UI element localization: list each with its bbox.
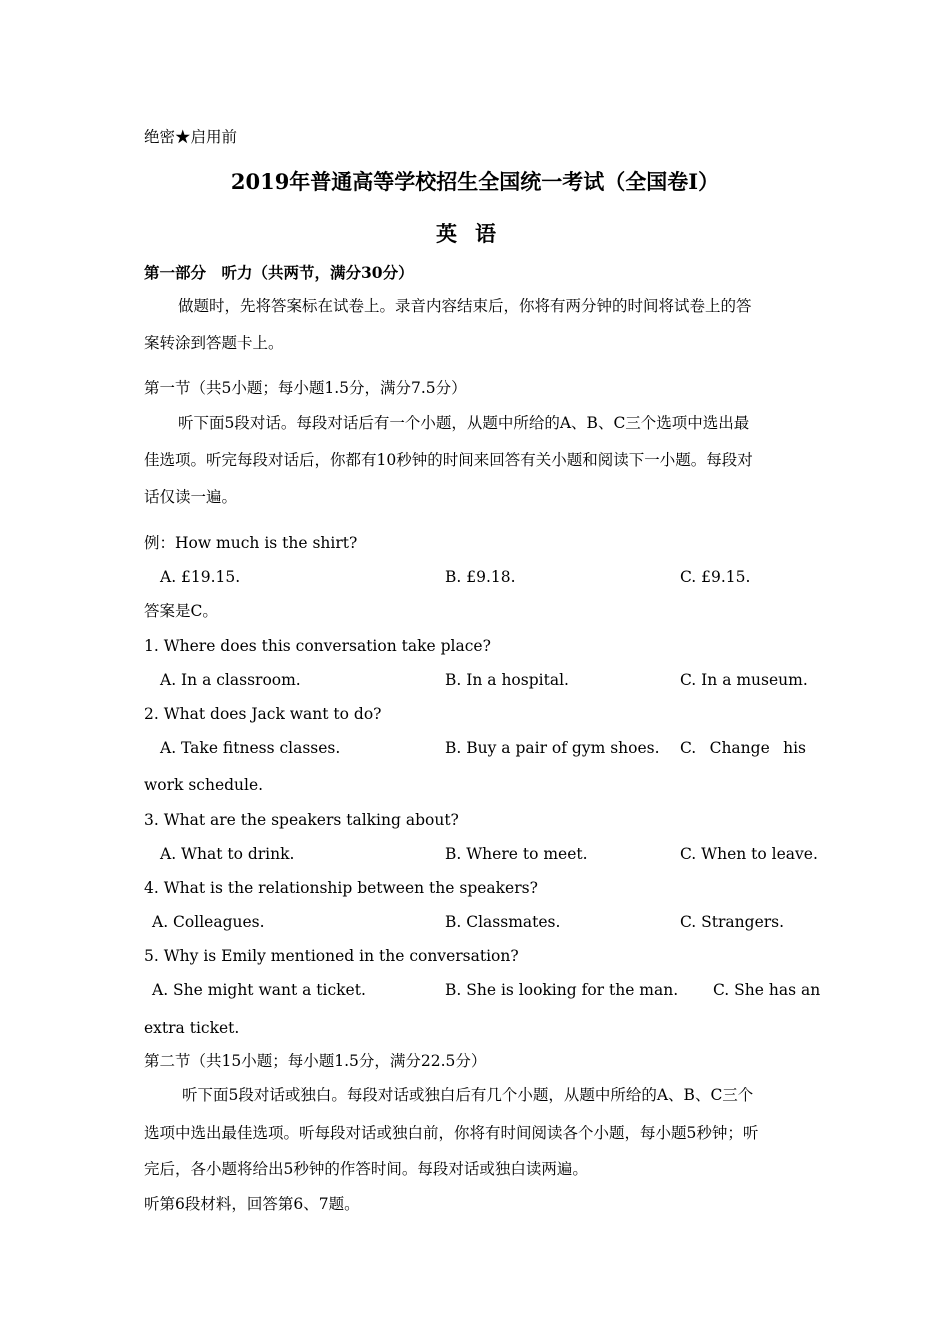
q5-option-c: C. She has an [713,981,821,999]
subject-title: 英语 [436,221,514,246]
question-4: 4. What is the relationship between the speakers? [144,879,538,897]
example-question: 例：How much is the shirt? [144,534,358,552]
q2-option-c: C. Change his [680,739,806,757]
q2-option-a: A. Take fitness classes. [160,739,341,757]
q2-option-c-continued: work schedule. [144,776,264,794]
example-option-c: C. £9.15. [680,568,751,586]
question-5: 5. Why is Emily mentioned in the conversation? [144,947,519,965]
q3-option-b: B. Where to meet. [445,845,588,863]
q5-option-c-continued: extra ticket. [144,1019,240,1037]
page-title: 2019年普通高等学校招生全国统一考试（全国卷I） [230,169,720,194]
question-2: 2. What does Jack want to do? [144,705,382,723]
part1-intro-line: 案转涂到答题卡上。 [144,334,284,352]
material-prompt: 听第6段材料，回答第6、7题。 [144,1195,360,1213]
section1-intro-line: 话仅读一遍。 [144,488,238,506]
secret-label: 绝密★启用前 [144,128,238,146]
q4-option-a: A. Colleagues. [152,913,265,931]
q1-option-a: A. In a classroom. [160,671,301,689]
section1-heading: 第一节（共5小题；每小题1.5分，满分7.5分） [144,379,467,397]
example-option-a: A. £19.15. [160,568,241,586]
part1-heading: 第一部分 听力（共两节，满分30分） [144,263,414,282]
section2-intro-line: 听下面5段对话或独白。每段对话或独白后有几个小题，从题中所给的A、B、C三个 [182,1086,754,1104]
q3-option-a: A. What to drink. [160,845,295,863]
q5-option-a: A. She might want a ticket. [152,981,366,999]
section2-intro-line: 选项中选出最佳选项。听每段对话或独白前，你将有时间阅读各个小题，每小题5秒钟；听 [144,1124,759,1142]
section1-intro-line: 佳选项。听完每段对话后，你都有10秒钟的时间来回答有关小题和阅读下一小题。每段对 [144,451,753,469]
section2-heading: 第二节（共15小题；每小题1.5分，满分22.5分） [144,1052,487,1070]
part1-intro-line: 做题时，先将答案标在试卷上。录音内容结束后，你将有两分钟的时间将试卷上的答 [178,297,752,315]
q1-option-c: C. In a museum. [680,671,808,689]
q2-option-b: B. Buy a pair of gym shoes. [445,739,660,757]
example-option-b: B. £9.18. [445,568,516,586]
q4-option-c: C. Strangers. [680,913,785,931]
section2-intro-line: 完后，各小题将给出5秒钟的作答时间。每段对话或独白读两遍。 [144,1160,588,1178]
q1-option-b: B. In a hospital. [445,671,569,689]
q3-option-c: C. When to leave. [680,845,818,863]
example-answer: 答案是C。 [144,602,218,620]
section1-intro-line: 听下面5段对话。每段对话后有一个小题，从题中所给的A、B、C三个选项中选出最 [178,414,750,432]
question-3: 3. What are the speakers talking about? [144,811,459,829]
q5-option-b: B. She is looking for the man. [445,981,679,999]
question-1: 1. Where does this conversation take place? [144,637,491,655]
q4-option-b: B. Classmates. [445,913,561,931]
